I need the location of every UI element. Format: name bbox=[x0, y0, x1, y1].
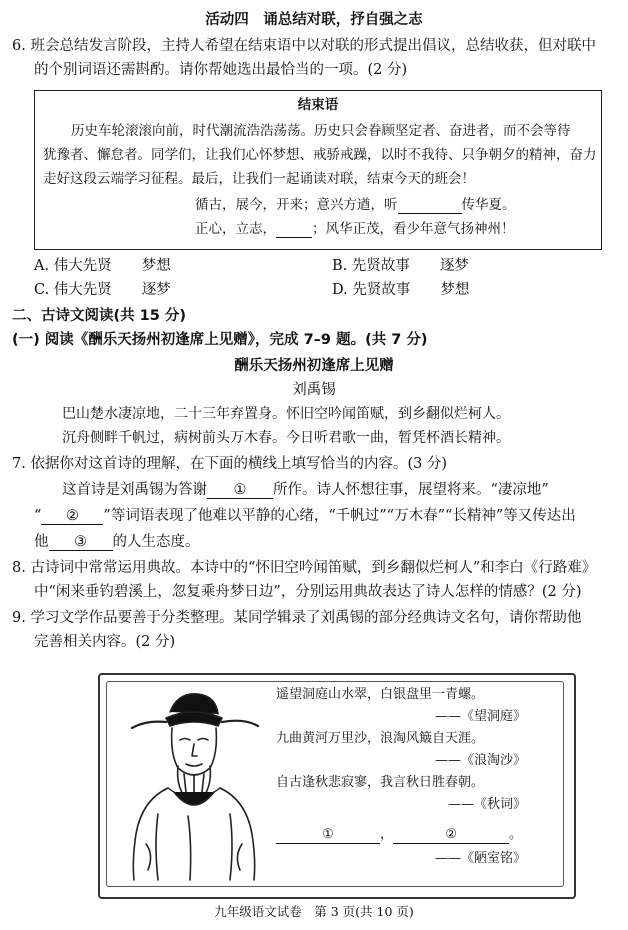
page-footer: 九年级语文试卷 第 3 页(共 10 页) bbox=[214, 904, 414, 919]
quote2-text: 九曲黄河万里沙，浪淘风簸自天涯。 bbox=[276, 731, 485, 746]
couplet1-first: 循古，展今，开来；意兴方遒，听 bbox=[195, 197, 398, 213]
couplet2-blank bbox=[276, 221, 312, 238]
q9-line2: 完善相关内容。(2 分) bbox=[34, 634, 176, 650]
quote4-source: ——《陋室铭》 bbox=[434, 851, 526, 866]
q7-line4: 他 ③ 的人生态度。 bbox=[34, 534, 200, 550]
portrait-illustration bbox=[118, 684, 268, 884]
q7-blank2[interactable]: ② bbox=[41, 508, 103, 525]
activity-title: 活动四 诵总结对联，抒自强之志 bbox=[205, 12, 423, 28]
q8-line1: 8. 古诗词中常常运用典故。本诗中的“怀旧空吟闻笛赋，到乡翻似烂柯人”和李白《行路难》 bbox=[12, 560, 597, 576]
q9-line1: 9. 学习文学作品要善于分类整理。某同学辑录了刘禹锡的部分经典诗文名句，请你帮助他 bbox=[12, 610, 582, 626]
poem-author: 刘禹锡 bbox=[292, 382, 336, 398]
quote3-source: ——《秋词》 bbox=[447, 797, 526, 812]
couplet-line1 bbox=[195, 195, 516, 215]
q7-blank1[interactable]: ① bbox=[207, 482, 273, 499]
q7-blank3[interactable]: ③ bbox=[49, 534, 113, 551]
quote1-text: 遥望洞庭山水翠，白银盘里一青螺。 bbox=[276, 687, 485, 702]
box-title: 结束语 bbox=[297, 97, 339, 113]
poem-line2: 沉舟侧畔千帆过，病树前头万木春。今日听君歌一曲，暂凭杯酒长精神。 bbox=[62, 430, 510, 446]
box-para-line3: 走好这段云端学习征程。最后，让我们一起诵读对联，结束今天的班会！ bbox=[43, 171, 475, 187]
q6-line2: 的个别词语还需斟酌。请你帮她选出最恰当的一项。(2 分) bbox=[34, 62, 408, 78]
poem-line1: 巴山楚水凄凉地，二十三年弃置身。怀旧空吟闻笛赋，到乡翻似烂柯人。 bbox=[62, 406, 510, 422]
subsection1-title: (一) 阅读《酬乐天扬州初逢席上见赠》，完成 7–9 题。(共 7 分) bbox=[12, 332, 428, 348]
closing-remarks-box bbox=[34, 90, 602, 250]
quote4-fill: ① ， ② 。 bbox=[276, 826, 522, 844]
couplet1-second: 传华夏。 bbox=[461, 197, 516, 213]
box-para-line1: 历史车轮滚滚向前，时代潮流浩浩荡荡。历史只会眷顾坚定者、奋进者，而不会等待 bbox=[71, 123, 571, 139]
q8-line2: 中“闲来垂钓碧溪上，忽复乘舟梦日边”，分别运用典故表达了诗人怎样的情感？(2 分) bbox=[34, 584, 582, 600]
poem-title: 酬乐天扬州初逢席上见赠 bbox=[234, 358, 394, 374]
couplet2-second: ；风华正茂，看少年意气扬神州！ bbox=[312, 221, 515, 237]
section2-title: 二、古诗文阅读(共 15 分) bbox=[12, 308, 187, 324]
option-c[interactable]: C. 伟大先贤 逐梦 bbox=[34, 282, 171, 298]
quote1-source: ——《望洞庭》 bbox=[434, 709, 526, 724]
box-para-line2: 犹豫者、懈怠者。同学们，让我们心怀梦想、戒骄戒躁，以时不我待、只争朝夕的精神，奋力 bbox=[43, 147, 597, 163]
couplet2-first: 正心，立志， bbox=[195, 221, 276, 237]
couplet-line2 bbox=[195, 219, 515, 239]
q9-blank1[interactable]: ① bbox=[276, 827, 380, 844]
q9-blank2[interactable]: ② bbox=[393, 827, 509, 844]
q7-line3: “ ② ”等词语表现了他难以平静的心绪，“千帆过”“万木春”“长精神”等又传达出 bbox=[34, 508, 576, 524]
q7-line1: 7. 依据你对这首诗的理解，在下面的横线上填写恰当的内容。(3 分) bbox=[12, 456, 448, 472]
quote3-text: 自古逢秋悲寂寥，我言秋日胜春朝。 bbox=[276, 775, 485, 790]
quote2-source: ——《浪淘沙》 bbox=[434, 753, 526, 768]
q7-line2: 这首诗是刘禹锡为答谢 ① 所作。诗人怀想往事，展望将来。“凄凉地” bbox=[62, 482, 549, 498]
option-b[interactable]: B. 先贤故事 逐梦 bbox=[332, 258, 469, 274]
q6-line1: 6. 班会总结发言阶段，主持人希望在结束语中以对联的形式提出倡议，总结收获，但对联中 bbox=[12, 38, 596, 54]
couplet1-blank bbox=[398, 197, 462, 214]
option-a[interactable]: A. 伟大先贤 梦想 bbox=[34, 258, 171, 274]
option-d[interactable]: D. 先贤故事 梦想 bbox=[332, 282, 470, 298]
